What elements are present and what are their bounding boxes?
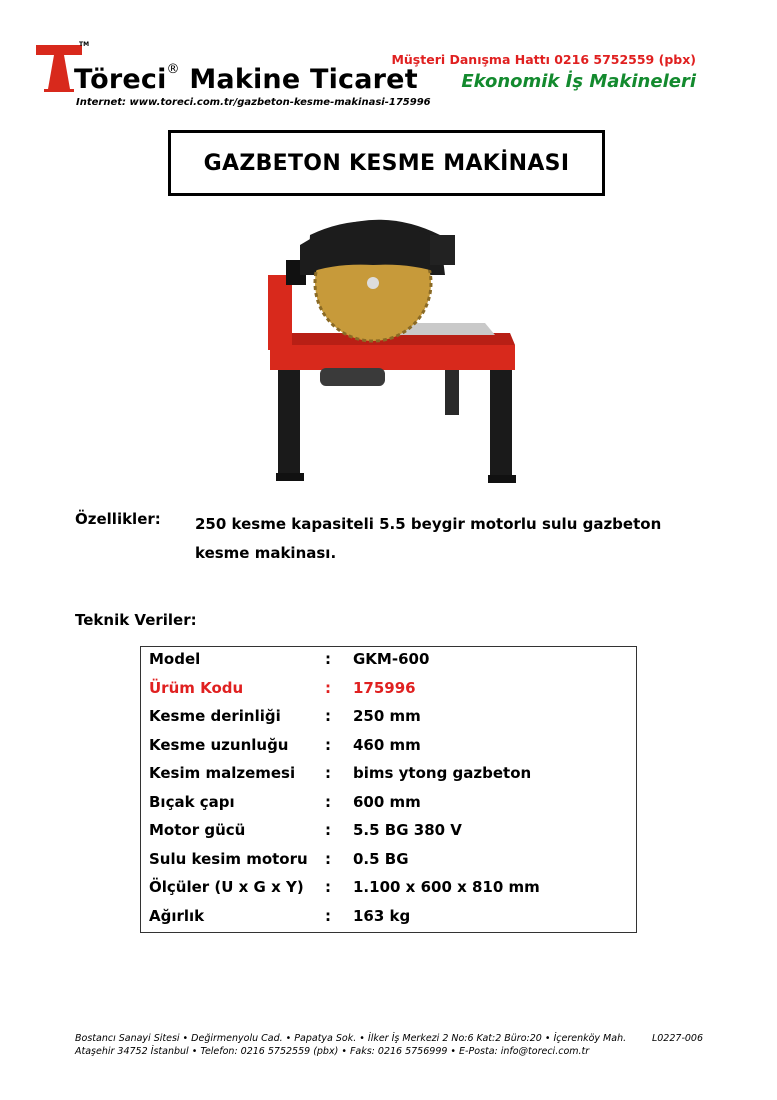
spec-value: GKM-600 [353, 650, 430, 668]
spec-row-blade-diameter [141, 790, 636, 819]
spec-separator: : [325, 821, 331, 839]
spec-key: Bıçak çapı [149, 792, 235, 811]
spec-row-material [141, 761, 636, 790]
spec-key: Sulu kesim motoru [149, 849, 308, 868]
spec-key: Kesim malzemesi [149, 764, 296, 782]
spec-separator: : [325, 678, 331, 697]
product-title-box [168, 130, 605, 196]
spec-key: Motor gücü [149, 821, 246, 839]
company-slogan: Ekonomik İş Makineleri [461, 71, 696, 92]
spec-separator: : [325, 849, 331, 868]
footer-address [75, 1032, 705, 1058]
spec-separator: : [325, 707, 331, 725]
spec-value: 5.5 BG 380 V [353, 821, 462, 839]
spec-value: 600 mm [353, 792, 421, 811]
spec-row-cutting-length [141, 733, 636, 762]
spec-value: 175996 [353, 678, 416, 697]
gazbeton-cutting-machine-image [240, 205, 530, 490]
registered-mark: ® [166, 62, 180, 77]
spec-value: 1.100 x 600 x 810 mm [353, 878, 540, 896]
spec-value: 163 kg [353, 906, 411, 925]
trademark-mark: TM [79, 41, 90, 48]
spec-key: Ölçüler (U x G x Y) [149, 878, 304, 896]
footer-line-1: Bostancı Sanayi Sitesi • Değirmenyolu Cad. • Papatya Sok. • İlker İş Merkezi 2 No:6 Kat:2 Büro:20 • İçerenköy Mah. [75, 1033, 627, 1044]
product-title: GAZBETON KESME MAKİNASI [203, 150, 570, 176]
footer-line-2: Ataşehir 34752 İstanbul • Telefon: 0216 5752559 (pbx) • Faks: 0216 5756999 • E-Posta: info@toreci.com.tr [75, 1046, 590, 1057]
spec-key: Kesme uzunluğu [149, 735, 289, 754]
spec-separator: : [325, 650, 331, 668]
spec-row-cutting-depth [141, 704, 636, 733]
specifications-table [140, 646, 637, 933]
customer-hotline: Müşteri Danışma Hattı 0216 5752559 (pbx) [391, 52, 696, 67]
spec-row-model [141, 647, 636, 676]
document-code: L0227-006 [651, 1033, 703, 1044]
spec-separator: : [325, 878, 331, 896]
spec-value: 250 mm [353, 707, 421, 725]
spec-value: bims ytong gazbeton [353, 764, 532, 782]
brand-name-main: Töreci [74, 64, 167, 95]
spec-separator: : [325, 764, 331, 782]
spec-key: Ürüm Kodu [149, 678, 244, 697]
spec-row-water-motor [141, 847, 636, 876]
spec-separator: : [325, 735, 331, 754]
spec-value: 460 mm [353, 735, 421, 754]
spec-key: Ağırlık [149, 906, 205, 925]
brand-name[interactable] [74, 64, 418, 95]
spec-row-product-code [141, 676, 636, 705]
spec-row-dimensions [141, 875, 636, 904]
spec-key: Kesme derinliği [149, 707, 281, 725]
brand-name-rest: Makine Ticaret [179, 64, 418, 95]
spec-separator: : [325, 906, 331, 925]
features-label: Özellikler: [75, 510, 161, 528]
features-text: 250 kesme kapasiteli 5.5 beygir motorlu sulu gazbeton kesme makinası. [195, 515, 662, 562]
spec-separator: : [325, 792, 331, 811]
spec-key: Model [149, 650, 201, 668]
spec-value: 0.5 BG [353, 849, 409, 868]
spec-row-weight [141, 904, 636, 933]
product-url[interactable]: Internet: www.toreci.com.tr/gazbeton-kesme-makinasi-175996 [76, 97, 431, 108]
spec-row-motor-power [141, 818, 636, 847]
technical-data-label: Teknik Veriler: [75, 611, 197, 629]
